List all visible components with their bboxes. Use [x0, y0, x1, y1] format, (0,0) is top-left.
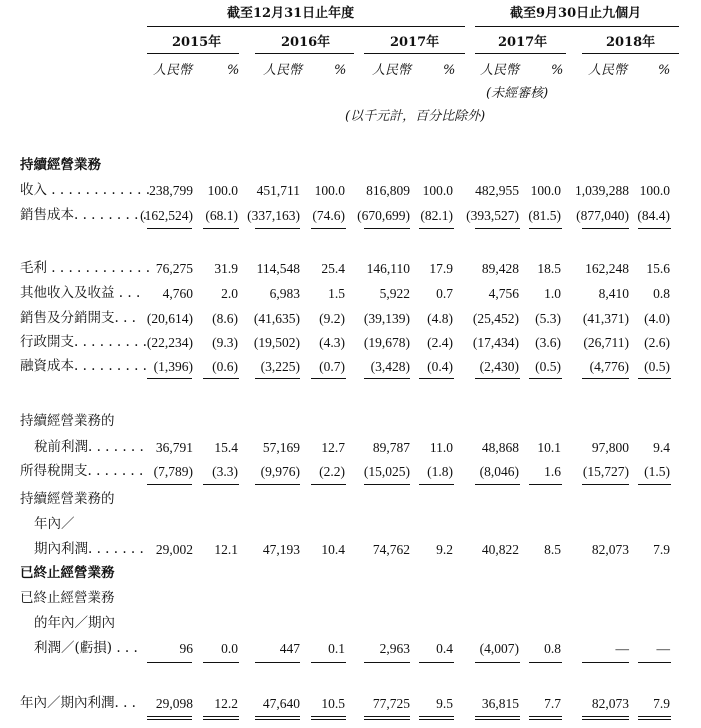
cell-value: (81.5) — [528, 208, 561, 223]
cell-value: 0.7 — [436, 286, 453, 301]
subtotal-rule — [529, 484, 562, 485]
subtotal-rule — [311, 228, 346, 229]
subtotal-rule — [419, 484, 454, 485]
total-rule — [147, 719, 192, 720]
row-label-continuing-section: 持續經營業務 — [20, 157, 101, 173]
subtotal-rule — [475, 662, 520, 663]
cell-value: (8.6) — [212, 311, 238, 326]
cell-value: (2.4) — [427, 335, 453, 350]
row-label-continuing-profit-2: 年內／ — [34, 516, 75, 532]
row-label-discontinued-section: 已終止經營業務 — [20, 565, 115, 581]
subtotal-rule — [311, 378, 346, 379]
cell-value: 10.5 — [321, 696, 345, 711]
row-label-income-tax: 所得稅開支. . . . . . . — [20, 463, 144, 479]
cell-value: (1.8) — [427, 464, 453, 479]
total-rule — [311, 719, 346, 720]
row-label-gross-profit: 毛利 . . . . . . . . . . . . — [20, 260, 150, 276]
cell-value: (22,234) — [146, 335, 193, 350]
cell-value: (19,678) — [363, 335, 410, 350]
row-label-continuing-profit-1: 持續經營業務的 — [20, 491, 115, 507]
cell-value: 36,791 — [155, 440, 193, 455]
year-2017-9m: 2017年 — [498, 35, 548, 50]
cell-value: (2.2) — [319, 464, 345, 479]
total-rule — [147, 716, 192, 717]
cell-value: 29,098 — [155, 696, 193, 711]
pct-label: % — [334, 63, 347, 78]
subtotal-rule — [147, 662, 192, 663]
cell-value: 12.7 — [321, 440, 345, 455]
cell-value: 89,428 — [481, 261, 519, 276]
cell-value: (393,527) — [466, 208, 519, 223]
total-rule — [475, 719, 520, 720]
subtotal-rule — [419, 662, 454, 663]
subtotal-rule — [147, 378, 192, 379]
cell-value: 0.8 — [544, 641, 561, 656]
total-rule — [364, 719, 410, 720]
subtotal-rule — [582, 378, 629, 379]
cell-value: 9.4 — [653, 440, 670, 455]
cell-value: 7.9 — [653, 696, 670, 711]
cell-value: 4,760 — [162, 286, 193, 301]
cell-value: (0.5) — [535, 359, 561, 374]
cell-value: (4.0) — [644, 311, 670, 326]
cell-value: (4.8) — [427, 311, 453, 326]
row-label-profit-before-tax: 稅前利潤. . . . . . . — [34, 439, 144, 455]
subtotal-rule — [203, 228, 239, 229]
cell-value: (41,371) — [582, 311, 629, 326]
cell-value: (26,711) — [583, 335, 629, 350]
cell-value: 816,809 — [366, 183, 410, 198]
subtotal-rule — [638, 228, 671, 229]
cell-value: 1,039,288 — [575, 183, 629, 198]
cell-value: 7.9 — [653, 542, 670, 557]
cell-value: 10.4 — [321, 542, 345, 557]
cell-value: 146,110 — [366, 261, 410, 276]
cell-value: (3,428) — [370, 359, 410, 374]
total-rule — [529, 719, 562, 720]
year-rule — [147, 53, 239, 54]
cell-value: (4,007) — [479, 641, 519, 656]
cell-value: 447 — [279, 641, 300, 656]
row-label-continuing-profit: 期內利潤. . . . . . . — [34, 541, 144, 557]
subtotal-rule — [147, 228, 192, 229]
total-rule — [475, 716, 520, 717]
subtotal-rule — [638, 378, 671, 379]
year-rule — [475, 53, 566, 54]
row-label-revenue: 收入 . . . . . . . . . . . . — [20, 182, 150, 198]
row-label-finance-costs: 融資成本. . . . . . . . . — [20, 358, 147, 374]
cell-value: (41,635) — [253, 311, 300, 326]
subtotal-rule — [364, 662, 410, 663]
currency-label: 人民幣 — [588, 63, 628, 78]
row-label-other-income: 其他收入及收益 . . . — [20, 285, 141, 301]
cell-value: 12.1 — [214, 542, 238, 557]
pct-label: % — [227, 63, 240, 78]
cell-value: 100.0 — [314, 183, 345, 198]
cell-value: (337,163) — [247, 208, 300, 223]
total-rule — [638, 719, 671, 720]
total-rule — [255, 719, 300, 720]
year-rule — [582, 53, 679, 54]
total-rule — [419, 716, 454, 717]
cell-value: 11.0 — [429, 440, 453, 455]
subtotal-rule — [364, 378, 410, 379]
subtotal-rule — [475, 378, 520, 379]
subtotal-rule — [147, 484, 192, 485]
cell-value: 2.0 — [221, 286, 238, 301]
cell-value: (19,502) — [253, 335, 300, 350]
cell-value: 0.8 — [653, 286, 670, 301]
cell-value: 89,787 — [372, 440, 410, 455]
cell-value: — — [615, 641, 629, 656]
row-label-total-profit: 年內／期內利潤. . . — [20, 695, 136, 711]
subtotal-rule — [529, 378, 562, 379]
cell-value: 114,548 — [256, 261, 300, 276]
subtotal-rule — [203, 378, 239, 379]
subtotal-rule — [419, 228, 454, 229]
cell-value: (20,614) — [146, 311, 193, 326]
cell-value: — — [656, 641, 670, 656]
cell-value: 15.4 — [214, 440, 238, 455]
cell-value: (1.5) — [644, 464, 670, 479]
cell-value: 4,756 — [488, 286, 519, 301]
pct-label: % — [551, 63, 564, 78]
total-rule — [311, 716, 346, 717]
total-rule — [529, 716, 562, 717]
year-rule — [255, 53, 354, 54]
cell-value: (0.4) — [427, 359, 453, 374]
subtotal-rule — [582, 228, 629, 229]
total-rule — [582, 716, 629, 717]
cell-value: 18.5 — [537, 261, 561, 276]
cell-value: (0.5) — [644, 359, 670, 374]
cell-value: (68.1) — [205, 208, 238, 223]
currency-label: 人民幣 — [372, 63, 412, 78]
cell-value: 7.7 — [544, 696, 561, 711]
row-label-discontinued-1: 已終止經營業務 — [20, 590, 115, 606]
subtotal-rule — [582, 662, 629, 663]
cell-value: (4,776) — [589, 359, 629, 374]
currency-label: 人民幣 — [480, 63, 520, 78]
subtotal-rule — [582, 484, 629, 485]
subtotal-rule — [364, 228, 410, 229]
cell-value: (84.4) — [637, 208, 670, 223]
cell-value: (2.6) — [644, 335, 670, 350]
cell-value: 74,762 — [372, 542, 410, 557]
cell-value: (82.1) — [420, 208, 453, 223]
currency-label: 人民幣 — [263, 63, 303, 78]
subtotal-rule — [203, 484, 239, 485]
cell-value: (162,524) — [140, 208, 193, 223]
cell-value: 40,822 — [481, 542, 519, 557]
cell-value: 0.1 — [328, 641, 345, 656]
cell-value: 100.0 — [530, 183, 561, 198]
cell-value: 100.0 — [422, 183, 453, 198]
cell-value: 76,275 — [155, 261, 193, 276]
subtotal-rule — [419, 378, 454, 379]
total-rule — [364, 716, 410, 717]
year-2018-9m: 2018年 — [606, 35, 656, 50]
year-2015: 2015年 — [172, 35, 222, 50]
subtotal-rule — [529, 228, 562, 229]
total-rule — [203, 716, 239, 717]
total-rule — [638, 716, 671, 717]
cell-value: (17,434) — [472, 335, 519, 350]
cell-value: (2,430) — [479, 359, 519, 374]
cell-value: 82,073 — [591, 542, 629, 557]
subtotal-rule — [364, 484, 410, 485]
cell-value: 0.0 — [221, 641, 238, 656]
subtotal-rule — [255, 484, 300, 485]
subtotal-rule — [638, 484, 671, 485]
subtotal-rule — [255, 378, 300, 379]
cell-value: 12.2 — [214, 696, 238, 711]
cell-value: (74.6) — [312, 208, 345, 223]
subtotal-rule — [311, 662, 346, 663]
cell-value: 162,248 — [585, 261, 629, 276]
subtotal-rule — [475, 228, 520, 229]
cell-value: 1.0 — [544, 286, 561, 301]
cell-value: (1,396) — [153, 359, 193, 374]
cell-value: 57,169 — [262, 440, 300, 455]
cell-value: (39,139) — [363, 311, 410, 326]
header-rule-fy — [147, 26, 465, 27]
cell-value: 31.9 — [214, 261, 238, 276]
cell-value: (4.3) — [319, 335, 345, 350]
row-label-continuing-pbt-1: 持續經營業務的 — [20, 413, 115, 429]
currency-label: 人民幣 — [153, 63, 193, 78]
cell-value: (877,040) — [576, 208, 629, 223]
cell-value: (9,976) — [260, 464, 300, 479]
cell-value: 29,002 — [155, 542, 193, 557]
cell-value: 8.5 — [544, 542, 561, 557]
cell-value: 451,711 — [256, 183, 300, 198]
subtotal-rule — [255, 228, 300, 229]
cell-value: 238,799 — [149, 183, 193, 198]
subtotal-rule — [255, 662, 300, 663]
year-2016: 2016年 — [281, 35, 331, 50]
year-2017-fy: 2017年 — [390, 35, 440, 50]
cell-value: (0.7) — [319, 359, 345, 374]
total-rule — [582, 719, 629, 720]
cell-value: (0.6) — [212, 359, 238, 374]
cell-value: (7,789) — [153, 464, 193, 479]
subtotal-rule — [311, 484, 346, 485]
row-label-discontinued-2: 的年內／期內 — [34, 615, 115, 631]
cell-value: 96 — [179, 641, 193, 656]
subtotal-rule — [638, 662, 671, 663]
total-rule — [203, 719, 239, 720]
unaudited-note: (未經審核) — [486, 86, 549, 101]
year-rule — [364, 53, 465, 54]
row-label-admin-expenses: 行政開支. . . . . . . . . — [20, 334, 147, 350]
cell-value: (3.3) — [212, 464, 238, 479]
cell-value: 2,963 — [379, 641, 410, 656]
header-rule-9m — [475, 26, 679, 27]
cell-value: 1.5 — [328, 286, 345, 301]
cell-value: (9.3) — [212, 335, 238, 350]
cell-value: 482,955 — [475, 183, 519, 198]
cell-value: (8,046) — [479, 464, 519, 479]
pct-label: % — [658, 63, 671, 78]
cell-value: 0.4 — [436, 641, 453, 656]
cell-value: (9.2) — [319, 311, 345, 326]
total-rule — [419, 719, 454, 720]
cell-value: 1.6 — [544, 464, 561, 479]
cell-value: 8,410 — [598, 286, 629, 301]
cell-value: 5,922 — [379, 286, 410, 301]
cell-value: 97,800 — [591, 440, 629, 455]
subtotal-rule — [203, 662, 239, 663]
cell-value: 9.2 — [436, 542, 453, 557]
cell-value: 15.6 — [646, 261, 670, 276]
cell-value: (3,225) — [260, 359, 300, 374]
cell-value: 47,193 — [262, 542, 300, 557]
cell-value: 82,073 — [591, 696, 629, 711]
cell-value: (670,699) — [357, 208, 410, 223]
unit-note: (以千元計，百分比除外) — [345, 109, 486, 124]
row-label-cost-of-sales: 銷售成本. . . . . . . . . — [20, 207, 147, 223]
cell-value: 10.1 — [537, 440, 561, 455]
cell-value: (3.6) — [535, 335, 561, 350]
cell-value: 100.0 — [207, 183, 238, 198]
cell-value: (15,025) — [363, 464, 410, 479]
pct-label: % — [443, 63, 456, 78]
cell-value: (5.3) — [535, 311, 561, 326]
cell-value: (25,452) — [472, 311, 519, 326]
cell-value: (15,727) — [582, 464, 629, 479]
cell-value: 25.4 — [321, 261, 345, 276]
row-label-discontinued-profit: 利潤／(虧損) . . . — [34, 640, 138, 656]
total-rule — [255, 716, 300, 717]
cell-value: 48,868 — [481, 440, 519, 455]
subtotal-rule — [475, 484, 520, 485]
header-group-fy: 截至12月31日止年度 — [227, 6, 355, 21]
cell-value: 6,983 — [269, 286, 300, 301]
header-group-9m: 截至9月30日止九個月 — [510, 6, 642, 21]
cell-value: 17.9 — [429, 261, 453, 276]
cell-value: 47,640 — [262, 696, 300, 711]
row-label-selling-expenses: 銷售及分銷開支. . . — [20, 310, 136, 326]
cell-value: 100.0 — [639, 183, 670, 198]
subtotal-rule — [529, 662, 562, 663]
cell-value: 36,815 — [481, 696, 519, 711]
cell-value: 9.5 — [436, 696, 453, 711]
cell-value: 77,725 — [372, 696, 410, 711]
